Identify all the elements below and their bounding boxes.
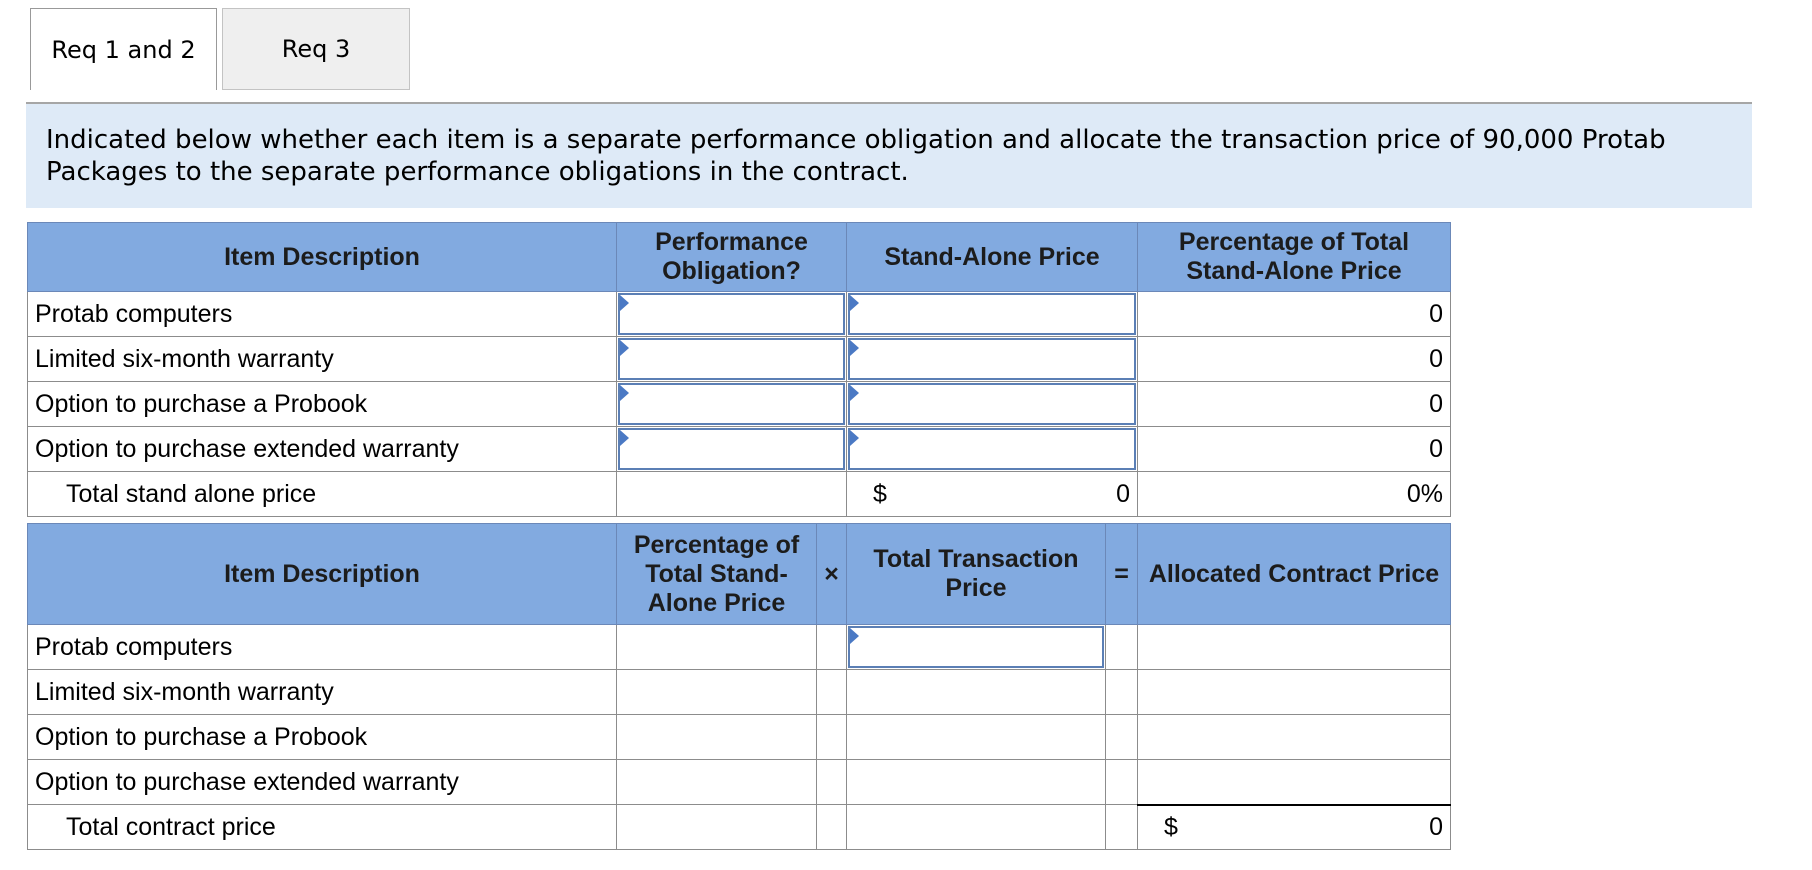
obligation-cell [617,337,847,382]
currency-symbol: $ [873,479,887,508]
tab-req-1-and-2[interactable]: Req 1 and 2 [30,8,217,90]
transaction-price-cell [847,715,1106,760]
operator-spacer [817,805,847,850]
obligation-cell [617,427,847,472]
currency-symbol: $ [1164,812,1178,841]
operator-spacer [1106,805,1138,850]
item-description: Limited six-month warranty [28,337,617,382]
item-description: Limited six-month warranty [28,670,617,715]
transaction-price-cell [847,670,1106,715]
obligation-cell [617,382,847,427]
total-transaction-price-input[interactable] [848,626,1104,668]
instructions-panel: Indicated below whether each item is a separate performance obligation and allocate the transaction price of 90,000 Protab Packages to the separate performance obligations in the contract. [26,104,1752,208]
multiply-operator: × [817,524,847,625]
empty-cell [847,805,1106,850]
operator-spacer [1106,625,1138,670]
obligation-dropdown[interactable] [618,428,845,470]
allocated-price-cell [1138,715,1451,760]
standalone-price-table [27,222,1451,517]
header-percentage-total: Percentage of Total Stand-Alone Price [1138,223,1451,292]
stand-alone-price-input[interactable] [848,383,1136,425]
empty-cell [617,472,847,517]
price-cell [847,337,1138,382]
header-performance-obligation: Performance Obligation? [617,223,847,292]
total-stand-alone-price [847,472,1138,517]
percentage-value: 0 [1138,427,1451,472]
total-stand-alone-label: Total stand alone price [28,472,617,517]
table-row [28,670,1451,715]
total-allocated-contract-price [1138,805,1451,850]
table-row [28,625,1451,670]
percentage-value: 0 [1138,382,1451,427]
obligation-cell [617,292,847,337]
item-description: Option to purchase extended warranty [28,427,617,472]
item-description: Option to purchase extended warranty [28,760,617,805]
table-row [28,760,1451,805]
tab-req-3[interactable]: Req 3 [222,8,410,90]
allocated-price-cell [1138,625,1451,670]
percentage-cell [617,625,817,670]
operator-spacer [817,670,847,715]
table-row [28,382,1451,427]
operator-spacer [1106,670,1138,715]
percentage-cell [617,670,817,715]
percentage-cell [617,715,817,760]
total-percentage-value: 0% [1138,472,1451,517]
tab-divider [26,102,1752,104]
header-allocated-contract-price: Allocated Contract Price [1138,524,1451,625]
percentage-value: 0 [1138,292,1451,337]
operator-spacer [1106,760,1138,805]
table-row [28,427,1451,472]
header-total-transaction-price: Total Transaction Price [847,524,1106,625]
obligation-dropdown[interactable] [618,293,845,335]
table-row [28,292,1451,337]
operator-spacer [817,760,847,805]
allocated-price-cell [1138,670,1451,715]
total-contract-price-label: Total contract price [28,805,617,850]
percentage-cell [617,760,817,805]
allocated-price-cell [1138,760,1451,805]
header-item-description: Item Description [28,524,617,625]
total-row [28,472,1451,517]
total-contract-value: 0 [1429,812,1443,841]
transaction-price-cell [847,760,1106,805]
item-description: Protab computers [28,292,617,337]
operator-spacer [1106,715,1138,760]
percentage-value: 0 [1138,337,1451,382]
price-cell [847,292,1138,337]
item-description: Option to purchase a Probook [28,715,617,760]
stand-alone-price-input[interactable] [848,338,1136,380]
header-stand-alone-price: Stand-Alone Price [847,223,1138,292]
header-item-description: Item Description [28,223,617,292]
obligation-dropdown[interactable] [618,338,845,380]
total-price-value: 0 [1116,479,1130,508]
allocation-table [27,523,1451,850]
equals-operator: = [1106,524,1138,625]
transaction-price-cell [847,625,1106,670]
empty-cell [617,805,817,850]
table-row [28,337,1451,382]
obligation-dropdown[interactable] [618,383,845,425]
stand-alone-price-input[interactable] [848,293,1136,335]
price-cell [847,427,1138,472]
total-row [28,805,1451,850]
operator-spacer [817,625,847,670]
price-cell [847,382,1138,427]
item-description: Protab computers [28,625,617,670]
table-row [28,715,1451,760]
stand-alone-price-input[interactable] [848,428,1136,470]
operator-spacer [817,715,847,760]
item-description: Option to purchase a Probook [28,382,617,427]
header-percentage-total: Percentage of Total Stand-Alone Price [617,524,817,625]
